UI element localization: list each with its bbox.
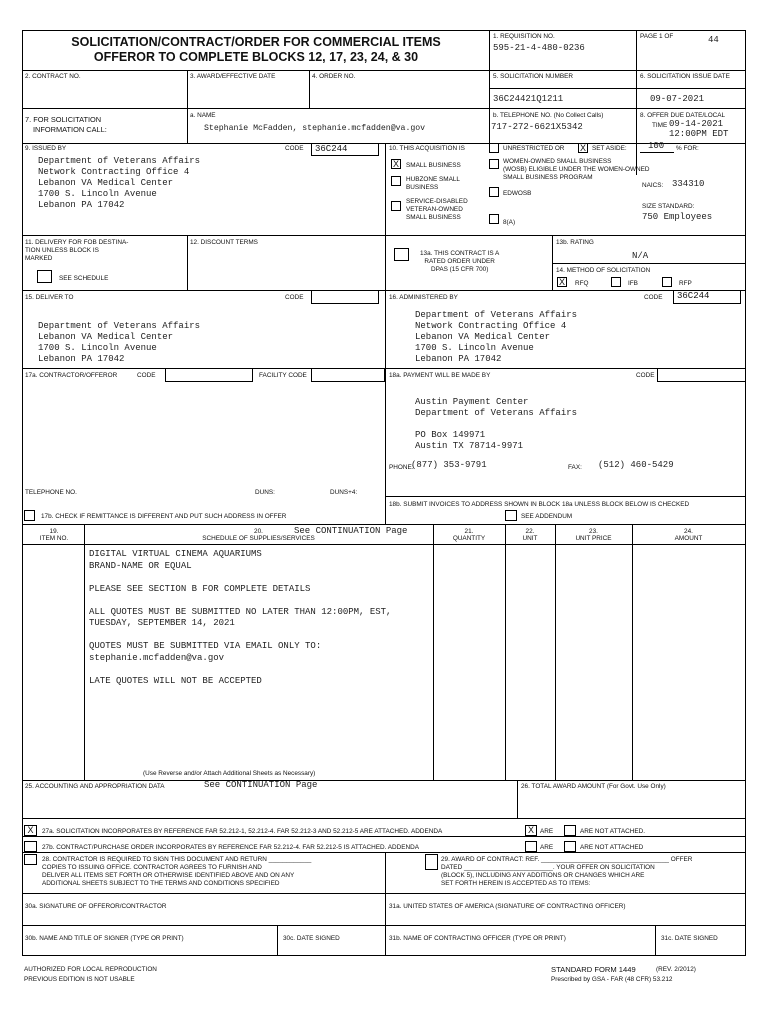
sdvosb-label: SERVICE-DISABLED VETERAN-OWNED SMALL BUSINESS: [406, 198, 468, 221]
small-business-label: SMALL BUSINESS: [406, 162, 461, 169]
contractor-code-box[interactable]: [165, 368, 253, 382]
divider: [385, 143, 386, 235]
page-label: PAGE 1 OF: [640, 33, 674, 40]
col-price-label: UNIT PRICE: [575, 535, 612, 542]
col-amount-label: AMOUNT: [674, 535, 703, 542]
rfp-label: RFP: [679, 280, 692, 287]
rated-order-checkbox[interactable]: [394, 248, 409, 261]
divider: [385, 235, 386, 290]
offer-due-time[interactable]: 12:00PM EDT: [669, 129, 729, 139]
divider: [22, 836, 746, 837]
issued-by-code-box[interactable]: 36C244: [311, 143, 379, 156]
edwosb-checkbox[interactable]: [489, 187, 499, 197]
info-call-label-1: 7. FOR SOLICITATION: [25, 115, 102, 124]
footer-prescribed: Prescribed by GSA - FAR (48 CFR) 53.212: [551, 976, 673, 983]
far-27a-checkbox[interactable]: X: [24, 825, 37, 836]
divider: [22, 780, 746, 781]
form-title-line2: OFFEROR TO COMPLETE BLOCKS 12, 17, 23, 24, & 30: [93, 50, 419, 64]
edwosb-label: EDWOSB: [503, 190, 532, 197]
offer-due-date[interactable]: 09-14-2021: [669, 119, 724, 129]
contractor-telephone-label: TELEPHONE NO.: [25, 489, 77, 496]
col-schedule-label: SCHEDULE OF SUPPLIES/SERVICES: [202, 535, 315, 542]
form-border-right: [745, 30, 746, 955]
divider: [505, 524, 506, 780]
acquisition-label: 10. THIS ACQUISITION IS: [389, 145, 465, 152]
payment-fax-value: (512) 460-5429: [598, 460, 674, 470]
administered-by-code-box[interactable]: 36C244: [673, 290, 741, 304]
block-29-checkbox[interactable]: [425, 854, 438, 870]
name-label: a. NAME: [190, 112, 216, 119]
deliver-to-label: 15. DELIVER TO: [25, 294, 74, 301]
divider: [22, 235, 746, 236]
divider: [636, 30, 637, 175]
divider: [187, 108, 188, 143]
divider: [309, 70, 310, 108]
facility-code-label: FACILITY CODE: [259, 372, 307, 379]
ifb-label: IFB: [628, 280, 638, 287]
contact-name-value[interactable]: Stephanie McFadden, stephanie.mcfadden@va.gov: [204, 124, 426, 133]
issue-date-label: 6. SOLICITATION ISSUE DATE: [640, 73, 730, 80]
administered-by-label: 16. ADMINISTERED BY: [389, 294, 458, 301]
payment-code-label: CODE: [636, 372, 655, 379]
facility-code-box[interactable]: [311, 368, 385, 382]
col-item-num: 19.: [49, 528, 59, 535]
divider: [187, 235, 188, 290]
far-27b-not-label: ARE NOT ATTACHED: [580, 844, 644, 851]
divider: [385, 852, 386, 955]
naics-label: NAICS:: [642, 182, 664, 189]
divider: [22, 290, 746, 291]
percent-for-label: % FOR:: [676, 145, 699, 152]
rating-label: 13b. RATING: [556, 239, 594, 246]
divider: [433, 524, 434, 780]
issue-date-value[interactable]: 09-07-2021: [650, 94, 705, 104]
divider: [22, 524, 746, 525]
solicitation-number-value[interactable]: 36C24421Q1211: [493, 94, 564, 104]
divider: [22, 893, 746, 894]
deliver-to-code-label: CODE: [285, 294, 304, 301]
unrestricted-checkbox[interactable]: [489, 143, 499, 153]
administered-by-code-label: CODE: [644, 294, 663, 301]
col-price-num: 23.: [589, 528, 598, 535]
issued-by-label: 9. ISSUED BY: [25, 145, 67, 152]
divider: [22, 925, 746, 926]
phone-label: b. TELEPHONE NO. (No Collect Calls): [493, 112, 604, 119]
hubzone-checkbox[interactable]: [391, 176, 401, 186]
divider: [22, 544, 746, 545]
col-unit-label: UNIT: [522, 535, 538, 542]
officer-name-31b-label: 31b. NAME OF CONTRACTING OFFICER (TYPE OR PRINT): [389, 935, 566, 942]
size-standard-value[interactable]: 750 Employees: [642, 212, 713, 222]
payment-phone-label: PHONE:: [389, 464, 414, 471]
far-27a-not-label: ARE NOT ATTACHED.: [580, 828, 645, 835]
issued-by-code-label: CODE: [285, 145, 304, 152]
phone-value[interactable]: 717-272-6621X5342: [491, 122, 583, 132]
see-schedule-label: SEE SCHEDULE: [59, 275, 109, 282]
reverse-note: (Use Reverse and/or Attach Additional Sheets as Necessary): [143, 770, 316, 777]
form-border-bottom: [22, 955, 746, 956]
col-qty-label: QUANTITY: [452, 535, 486, 542]
deliver-to-address: Department of Veterans Affairs Lebanon VA Medical Center 1700 S. Lincoln Avenue Lebanon PA 17042: [38, 321, 201, 364]
divider: [187, 70, 188, 108]
administered-by-address: Department of Veterans Affairs Network Contracting Office 4 Lebanon VA Medical Center 1700 S. Lincoln Avenue Lebanon PA 17042: [415, 310, 578, 364]
divider: [655, 925, 656, 955]
contract-no-label: 2. CONTRACT NO.: [25, 73, 81, 80]
set-aside-label: SET ASIDE:: [592, 145, 627, 152]
duns-label: DUNS:: [255, 489, 275, 496]
rfq-checkbox[interactable]: X: [558, 277, 565, 287]
requisition-value[interactable]: 595-21-4-480-0236: [493, 43, 585, 53]
payment-fax-label: FAX:: [568, 464, 582, 471]
divider: [552, 263, 746, 264]
payment-address: Austin Payment Center Department of Veterans Affairs PO Box 149971 Austin TX 78714-9971: [415, 397, 578, 451]
accounting-label: 25. ACCOUNTING AND APPROPRIATION DATA: [25, 783, 165, 790]
col-qty-num: 21.: [464, 528, 474, 535]
rfp-checkbox[interactable]: [662, 277, 672, 287]
solicitation-number-label: 5. SOLICITATION NUMBER: [493, 73, 574, 80]
duns4-label: DUNS+4:: [330, 489, 358, 496]
see-schedule-checkbox[interactable]: [37, 270, 52, 283]
divider: [22, 818, 746, 819]
block-28-checkbox[interactable]: [24, 854, 37, 865]
col-schedule-num: 20.: [254, 528, 263, 535]
divider: [22, 852, 746, 853]
eight-a-label: 8(A): [503, 219, 516, 226]
delivery-fob-label: 11. DELIVERY FOR FOB DESTINA- TION UNLESS BLOCK IS MARKED: [25, 239, 129, 262]
wosb-checkbox[interactable]: [489, 159, 499, 169]
remittance-label: 17b. CHECK IF REMITTANCE IS DIFFERENT AND PUT SUCH ADDRESS IN OFFER: [41, 513, 287, 520]
requisition-label: 1. REQUISITION NO.: [493, 33, 555, 40]
far-27a-not-checkbox[interactable]: [564, 825, 576, 836]
info-call-label-2: INFORMATION CALL:: [33, 125, 107, 134]
hubzone-label: HUBZONE SMALL BUSINESS: [406, 176, 460, 191]
contractor-label: 17a. CONTRACTOR/OFFEROR: [25, 372, 118, 379]
far-27b-not-checkbox[interactable]: [564, 841, 576, 852]
date-30c-label: 30c. DATE SIGNED: [283, 935, 340, 942]
form-title: [26, 35, 486, 65]
offer-due-time-label: TIME: [652, 122, 668, 129]
remittance-checkbox[interactable]: [24, 510, 35, 521]
contractor-code-label: CODE: [137, 372, 156, 379]
date-31c-label: 31c. DATE SIGNED: [661, 935, 718, 942]
far-27b-are-checkbox[interactable]: [525, 841, 537, 852]
set-aside-percent[interactable]: 100: [648, 141, 665, 151]
signature-30a-label: 30a. SIGNATURE OF OFFEROR/CONTRACTOR: [25, 903, 167, 910]
divider: [22, 70, 746, 71]
form-border-top: [22, 30, 746, 31]
divider: [632, 524, 633, 780]
rated-order-label: 13a. THIS CONTRACT IS A RATED ORDER UNDER DPAS (15 CFR 700): [420, 250, 500, 273]
far-27b-checkbox[interactable]: [24, 841, 37, 852]
payment-label: 18a. PAYMENT WILL BE MADE BY: [389, 372, 491, 379]
page-total: 44: [708, 35, 719, 45]
divider: [489, 88, 746, 89]
divider: [84, 524, 85, 780]
issued-by-address: Department of Veterans Affairs Network Contracting Office 4 Lebanon VA Medical Center 1700 S. Lincoln Avenue Lebanon PA 17042: [38, 156, 201, 210]
set-aside-percent-underline: [640, 152, 674, 153]
far-27b-label: 27b. CONTRACT/PURCHASE ORDER INCORPORATES BY REFERENCE FAR 52.212-4. FAR 52.212-5 IS ATTACHED. ADDENDA: [42, 844, 420, 851]
naics-value[interactable]: 334310: [672, 179, 705, 189]
far-27a-label: 27a. SOLICITATION INCORPORATES BY REFERENCE FAR 52.212-1, 52.212-4. FAR 52.212-3 AND 52.212-5 ARE ATTACHED. ADDENDA: [42, 828, 443, 835]
footer-form-rev: (REV. 2/2012): [656, 966, 696, 973]
far-27a-are-label: ARE: [540, 828, 554, 835]
order-no-label: 4. ORDER NO.: [312, 73, 356, 80]
divider: [22, 108, 746, 109]
divider: [22, 143, 746, 144]
payment-phone-value: (877) 353-9791: [411, 460, 487, 470]
footer-authorized: AUTHORIZED FOR LOCAL REPRODUCTION: [24, 966, 157, 973]
method-label: 14. METHOD OF SOLICITATION: [556, 267, 651, 274]
far-27a-are-checkbox[interactable]: X: [525, 825, 537, 836]
offer-due-label: 8. OFFER DUE DATE/LOCAL: [640, 112, 726, 119]
schedule-body: DIGITAL VIRTUAL CINEMA AQUARIUMS BRAND-NAME OR EQUAL PLEASE SEE SECTION B FOR COMPLETE DETAILS ALL QUOTES MUST BE SUBMITTED NO LATER THAN 12:00PM, EST, TUESDAY, SEPTEMBER 14, 2021 QUOTES MUST BE SUBMITTED VIA EMAIL ONLY TO: stephanie.mcfadden@va.gov LATE QUOTES WILL NOT BE ACCEPTED: [89, 549, 392, 686]
footer-previous-edition: PREVIOUS EDITION IS NOT USABLE: [24, 976, 135, 983]
wosb-label: WOMEN-OWNED SMALL BUSINESS (WOSB) ELIGIBLE UNDER THE WOMEN-OWNED SMALL BUSINESS PROGRAM: [503, 158, 650, 181]
discount-terms-label: 12. DISCOUNT TERMS: [190, 239, 258, 246]
size-standard-label: SIZE STANDARD:: [642, 203, 695, 210]
rating-value[interactable]: N/A: [632, 251, 649, 261]
divider: [555, 524, 556, 780]
set-aside-checkbox[interactable]: X: [579, 143, 586, 153]
col-schedule-value: See CONTINUATION Page: [294, 526, 408, 536]
eight-a-checkbox[interactable]: [489, 214, 499, 224]
total-award-label: 26. TOTAL AWARD AMOUNT (For Govt. Use Only): [521, 783, 666, 790]
form-title-line1: SOLICITATION/CONTRACT/ORDER FOR COMMERCIAL ITEMS: [71, 35, 441, 49]
col-amount-num: 24.: [684, 528, 693, 535]
divider: [385, 496, 746, 497]
see-addendum-label: SEE ADDENDUM: [521, 513, 573, 520]
divider: [277, 925, 278, 955]
divider: [517, 780, 518, 818]
col-unit-num: 22.: [525, 528, 535, 535]
accounting-value: See CONTINUATION Page: [204, 780, 318, 790]
unrestricted-label: UNRESTRICTED OR: [503, 145, 565, 152]
form-border-left: [22, 30, 23, 955]
payment-code-box[interactable]: [657, 368, 746, 382]
sdvosb-checkbox[interactable]: [391, 201, 401, 211]
ifb-checkbox[interactable]: [611, 277, 621, 287]
submit-invoices-label: 18b. SUBMIT INVOICES TO ADDRESS SHOWN IN BLOCK 18a UNLESS BLOCK BELOW IS CHECKED: [389, 501, 690, 508]
award-date-label: 3. AWARD/EFFECTIVE DATE: [190, 73, 276, 80]
divider: [385, 368, 386, 524]
signature-31a-label: 31a. UNITED STATES OF AMERICA (SIGNATURE OF CONTRACTING OFFICER): [389, 903, 626, 910]
block-28-label: 28. CONTRACTOR IS REQUIRED TO SIGN THIS DOCUMENT AND RETURN ____________ COPIES TO ISSUING OFFICE. CONTRACTOR AGREES TO FURNISH AND DELIVER ALL ITEMS SET FORTH OR OTHERWISE IDENTIFIED ABOVE AND ON ANY ADDITIONAL SHEETS SUBJECT TO THE TERMS AND CONDITIONS SPECIFIED: [42, 856, 312, 887]
block-29-label: 29. AWARD OF CONTRACT: REF. ____________________________________ OFFER DATED _________________________. YOUR OFFER ON SOLICITATION (BLOCK 5), INCLUDING ANY ADDITIONS OR CHANGES WHICH ARE SET FORTH HEREIN IS ACCEPTED AS TO ITEMS:: [441, 856, 693, 887]
footer-form-name: STANDARD FORM 1449: [551, 965, 636, 974]
see-addendum-checkbox[interactable]: [505, 510, 517, 521]
signer-name-30b-label: 30b. NAME AND TITLE OF SIGNER (TYPE OR PRINT): [25, 935, 184, 942]
divider: [385, 290, 386, 368]
far-27b-are-label: ARE: [540, 844, 554, 851]
deliver-to-code-box[interactable]: [311, 290, 379, 304]
rfq-label: RFQ: [575, 280, 589, 287]
small-business-checkbox[interactable]: X: [392, 159, 399, 169]
col-item-label: ITEM NO.: [39, 535, 69, 542]
